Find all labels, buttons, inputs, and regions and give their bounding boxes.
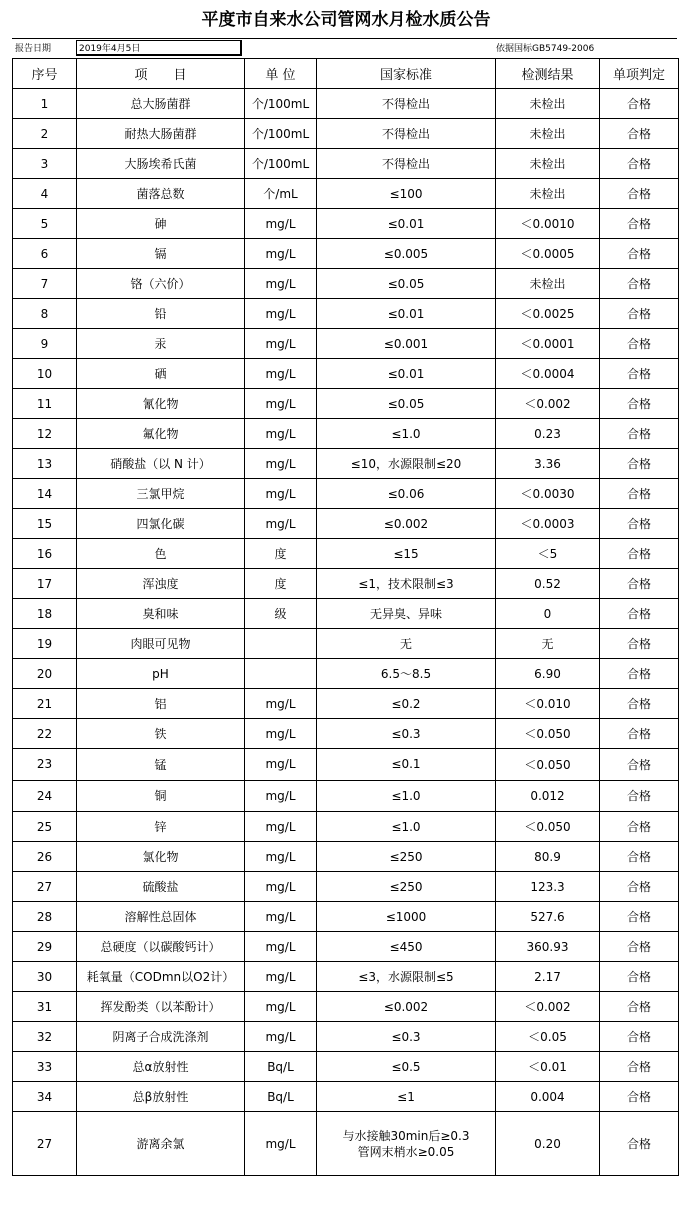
standard-line-1: 与水接触30min后≥0.3	[342, 1128, 470, 1143]
cell-item[interactable]: 锰	[77, 749, 245, 781]
table-row	[13, 780, 679, 812]
cell-result[interactable]: ＜0.010	[496, 689, 600, 719]
cell-item[interactable]: 氯化物	[77, 842, 245, 872]
cell-no[interactable]: 18	[13, 599, 77, 629]
cell-no[interactable]: 27	[13, 1112, 77, 1176]
cell-verdict[interactable]: 合格	[600, 992, 679, 1022]
cell-item[interactable]: 汞	[77, 329, 245, 359]
cell-unit[interactable]: mg/L	[245, 389, 317, 419]
cell-standard[interactable]	[317, 1112, 496, 1176]
cell-no[interactable]: 6	[13, 239, 77, 269]
table-row	[13, 749, 679, 781]
page-title: 平度市自来水公司管网水月检水质公告	[201, 10, 491, 30]
cell-standard[interactable]: ≤0.1	[317, 749, 496, 781]
cell-no[interactable]: 27	[13, 872, 77, 902]
table-row	[13, 449, 679, 479]
table-row	[13, 719, 679, 749]
cell-standard[interactable]: ≤1.0	[317, 419, 496, 449]
cell-unit[interactable]: Bq/L	[245, 1052, 317, 1082]
cell-no[interactable]: 2	[13, 119, 77, 149]
cell-verdict[interactable]: 合格	[600, 872, 679, 902]
cell-unit[interactable]: mg/L	[245, 209, 317, 239]
cell-item[interactable]: 总β放射性	[77, 1082, 245, 1112]
cell-result[interactable]: ＜0.0004	[496, 359, 600, 389]
table-row	[13, 89, 679, 119]
cell-unit[interactable]: 个/100mL	[245, 119, 317, 149]
cell-standard[interactable]: ≤0.5	[317, 1052, 496, 1082]
table-row	[13, 209, 679, 239]
cell-item[interactable]: 氰化物	[77, 389, 245, 419]
cell-result[interactable]: 未检出	[496, 269, 600, 299]
cell-result[interactable]: 0.52	[496, 569, 600, 599]
cell-result[interactable]: ＜0.002	[496, 992, 600, 1022]
cell-standard[interactable]: ≤3，水源限制≤5	[317, 962, 496, 992]
cell-result[interactable]: 未检出	[496, 149, 600, 179]
cell-verdict[interactable]: 合格	[600, 89, 679, 119]
table-row	[13, 419, 679, 449]
cell-no[interactable]: 10	[13, 359, 77, 389]
table-row	[13, 569, 679, 599]
cell-standard[interactable]: ≤0.05	[317, 389, 496, 419]
table-row	[13, 329, 679, 359]
table-row	[13, 1082, 679, 1112]
cell-result[interactable]: ＜0.0010	[496, 209, 600, 239]
cell-unit[interactable]: mg/L	[245, 449, 317, 479]
cell-no[interactable]: 26	[13, 842, 77, 872]
cell-unit[interactable]: mg/L	[245, 780, 317, 812]
cell-result[interactable]: 2.17	[496, 962, 600, 992]
cell-item[interactable]: 肉眼可见物	[77, 629, 245, 659]
cell-item[interactable]: 浑浊度	[77, 569, 245, 599]
cell-verdict[interactable]: 合格	[600, 689, 679, 719]
cell-standard[interactable]: ≤0.001	[317, 329, 496, 359]
table-row	[13, 179, 679, 209]
cell-unit[interactable]: mg/L	[245, 962, 317, 992]
cell-standard[interactable]: 不得检出	[317, 89, 496, 119]
cell-standard[interactable]: ≤0.2	[317, 689, 496, 719]
cell-unit[interactable]: mg/L	[245, 749, 317, 781]
cell-verdict[interactable]: 合格	[600, 659, 679, 689]
cell-no[interactable]: 12	[13, 419, 77, 449]
header-no: 序号	[13, 59, 77, 89]
cell-item[interactable]: 硝酸盐（以 N 计）	[77, 449, 245, 479]
cell-verdict[interactable]: 合格	[600, 1082, 679, 1112]
cell-standard[interactable]: ≤1.0	[317, 780, 496, 812]
cell-standard[interactable]: ≤1	[317, 1082, 496, 1112]
cell-verdict[interactable]: 合格	[600, 1112, 679, 1176]
water-quality-table	[12, 58, 679, 1176]
cell-item[interactable]: 硒	[77, 359, 245, 389]
cell-standard[interactable]: ≤1.0	[317, 812, 496, 842]
cell-unit[interactable]: mg/L	[245, 872, 317, 902]
cell-item[interactable]: 挥发酚类（以苯酚计）	[77, 992, 245, 1022]
cell-no[interactable]: 23	[13, 749, 77, 781]
cell-unit[interactable]: 个/100mL	[245, 89, 317, 119]
table-row	[13, 1052, 679, 1082]
table-row	[13, 689, 679, 719]
cell-no[interactable]: 31	[13, 992, 77, 1022]
cell-result[interactable]: 0.20	[496, 1112, 600, 1176]
cell-item[interactable]: 耐热大肠菌群	[77, 119, 245, 149]
cell-standard[interactable]: ≤100	[317, 179, 496, 209]
cell-verdict[interactable]: 合格	[600, 1052, 679, 1082]
cell-unit[interactable]: mg/L	[245, 269, 317, 299]
cell-result[interactable]: 未检出	[496, 89, 600, 119]
header-verdict: 单项判定	[600, 59, 679, 89]
cell-result[interactable]: 0.23	[496, 419, 600, 449]
table-row	[13, 812, 679, 842]
cell-item[interactable]: 锌	[77, 812, 245, 842]
cell-result[interactable]: 无	[496, 629, 600, 659]
cell-no[interactable]: 15	[13, 509, 77, 539]
cell-result[interactable]: 527.6	[496, 902, 600, 932]
cell-result[interactable]: ＜0.0003	[496, 509, 600, 539]
cell-unit[interactable]: 级	[245, 599, 317, 629]
table-row	[13, 902, 679, 932]
cell-verdict[interactable]: 合格	[600, 1022, 679, 1052]
cell-item[interactable]: 菌落总数	[77, 179, 245, 209]
cell-standard[interactable]: ≤0.3	[317, 719, 496, 749]
cell-no[interactable]: 8	[13, 299, 77, 329]
report-date-cell[interactable]: 2019年4月5日	[76, 40, 242, 56]
table-row	[13, 932, 679, 962]
cell-result[interactable]: 0	[496, 599, 600, 629]
table-row	[13, 992, 679, 1022]
header-standard: 国家标准	[317, 59, 496, 89]
cell-no[interactable]: 11	[13, 389, 77, 419]
cell-no[interactable]: 13	[13, 449, 77, 479]
header-item: 项 目	[77, 59, 245, 89]
cell-item[interactable]: 三氯甲烷	[77, 479, 245, 509]
header-unit: 单 位	[245, 59, 317, 89]
cell-unit[interactable]: mg/L	[245, 1112, 317, 1176]
cell-no[interactable]: 4	[13, 179, 77, 209]
cell-verdict[interactable]: 合格	[600, 419, 679, 449]
cell-item[interactable]: 砷	[77, 209, 245, 239]
cell-unit[interactable]: mg/L	[245, 719, 317, 749]
cell-item[interactable]: 大肠埃希氏菌	[77, 149, 245, 179]
cell-verdict[interactable]: 合格	[600, 389, 679, 419]
cell-verdict[interactable]: 合格	[600, 932, 679, 962]
cell-standard[interactable]: ≤0.05	[317, 269, 496, 299]
standard-basis-text: 依据国标GB5749-2006	[496, 44, 595, 54]
cell-no[interactable]: 22	[13, 719, 77, 749]
cell-item[interactable]: 耗氧量（CODmn以O2计）	[77, 962, 245, 992]
cell-standard[interactable]: ≤0.005	[317, 239, 496, 269]
cell-standard[interactable]: 不得检出	[317, 149, 496, 179]
cell-no[interactable]: 21	[13, 689, 77, 719]
cell-verdict[interactable]: 合格	[600, 749, 679, 781]
cell-standard[interactable]: ≤0.01	[317, 299, 496, 329]
cell-standard[interactable]: ≤0.01	[317, 359, 496, 389]
standard-line-2: 管网末梢水≥0.05	[357, 1144, 455, 1159]
cell-standard[interactable]: 6.5～8.5	[317, 659, 496, 689]
cell-unit[interactable]: mg/L	[245, 932, 317, 962]
cell-no[interactable]: 7	[13, 269, 77, 299]
cell-verdict[interactable]: 合格	[600, 719, 679, 749]
cell-no[interactable]: 1	[13, 89, 77, 119]
cell-unit[interactable]: mg/L	[245, 1022, 317, 1052]
table-row	[13, 149, 679, 179]
cell-standard[interactable]: 不得检出	[317, 119, 496, 149]
cell-verdict[interactable]: 合格	[600, 842, 679, 872]
cell-standard[interactable]: ≤10，水源限制≤20	[317, 449, 496, 479]
cell-no[interactable]: 28	[13, 902, 77, 932]
cell-standard[interactable]: ≤250	[317, 842, 496, 872]
cell-result[interactable]: ＜0.050	[496, 749, 600, 781]
cell-no[interactable]: 32	[13, 1022, 77, 1052]
table-row	[13, 872, 679, 902]
table-row-free-chlorine	[13, 1112, 679, 1176]
cell-no[interactable]: 17	[13, 569, 77, 599]
cell-unit[interactable]: mg/L	[245, 239, 317, 269]
cell-verdict[interactable]: 合格	[600, 239, 679, 269]
cell-result[interactable]: ＜0.002	[496, 389, 600, 419]
cell-result[interactable]: ＜5	[496, 539, 600, 569]
cell-unit[interactable]: mg/L	[245, 419, 317, 449]
cell-standard[interactable]: ≤250	[317, 872, 496, 902]
table-row	[13, 599, 679, 629]
cell-item[interactable]: 溶解性总固体	[77, 902, 245, 932]
table-row	[13, 239, 679, 269]
cell-no[interactable]: 24	[13, 780, 77, 812]
cell-no[interactable]: 34	[13, 1082, 77, 1112]
cell-item[interactable]: 氟化物	[77, 419, 245, 449]
table-header-row	[13, 59, 679, 89]
cell-item[interactable]: 镉	[77, 239, 245, 269]
cell-standard[interactable]: ≤0.01	[317, 209, 496, 239]
cell-unit[interactable]: mg/L	[245, 842, 317, 872]
cell-verdict[interactable]: 合格	[600, 119, 679, 149]
cell-standard[interactable]: 无异臭、异味	[317, 599, 496, 629]
cell-item[interactable]: 阴离子合成洗涤剂	[77, 1022, 245, 1052]
cell-unit[interactable]: mg/L	[245, 812, 317, 842]
cell-unit[interactable]: 度	[245, 539, 317, 569]
cell-item[interactable]: 色	[77, 539, 245, 569]
cell-item[interactable]: 臭和味	[77, 599, 245, 629]
cell-verdict[interactable]: 合格	[600, 329, 679, 359]
cell-item[interactable]: 铝	[77, 689, 245, 719]
table-row	[13, 629, 679, 659]
cell-verdict[interactable]: 合格	[600, 539, 679, 569]
table-row	[13, 269, 679, 299]
cell-item[interactable]: 铬（六价）	[77, 269, 245, 299]
header-result: 检测结果	[496, 59, 600, 89]
cell-unit[interactable]: mg/L	[245, 689, 317, 719]
cell-item[interactable]: 硫酸盐	[77, 872, 245, 902]
cell-result[interactable]: ＜0.01	[496, 1052, 600, 1082]
cell-result[interactable]: 3.36	[496, 449, 600, 479]
cell-unit[interactable]: mg/L	[245, 479, 317, 509]
cell-unit[interactable]: mg/L	[245, 992, 317, 1022]
cell-result[interactable]: 0.012	[496, 780, 600, 812]
cell-verdict[interactable]: 合格	[600, 269, 679, 299]
cell-verdict[interactable]: 合格	[600, 599, 679, 629]
cell-result[interactable]: ＜0.0030	[496, 479, 600, 509]
report-date-label: 报告日期	[15, 44, 52, 54]
cell-standard[interactable]: ≤0.002	[317, 992, 496, 1022]
cell-result[interactable]: 80.9	[496, 842, 600, 872]
cell-no[interactable]: 29	[13, 932, 77, 962]
cell-result[interactable]: ＜0.050	[496, 812, 600, 842]
cell-verdict[interactable]: 合格	[600, 569, 679, 599]
cell-result[interactable]: ＜0.05	[496, 1022, 600, 1052]
cell-item[interactable]: 总α放射性	[77, 1052, 245, 1082]
cell-no[interactable]: 5	[13, 209, 77, 239]
cell-unit[interactable]: mg/L	[245, 299, 317, 329]
table-row	[13, 509, 679, 539]
cell-no[interactable]: 16	[13, 539, 77, 569]
cell-no[interactable]: 30	[13, 962, 77, 992]
cell-result[interactable]: ＜0.0005	[496, 239, 600, 269]
table-row	[13, 359, 679, 389]
table-row	[13, 299, 679, 329]
cell-result[interactable]: 123.3	[496, 872, 600, 902]
cell-result[interactable]: 未检出	[496, 179, 600, 209]
cell-item[interactable]: 铁	[77, 719, 245, 749]
cell-verdict[interactable]: 合格	[600, 812, 679, 842]
cell-result[interactable]: 0.004	[496, 1082, 600, 1112]
cell-verdict[interactable]: 合格	[600, 449, 679, 479]
cell-standard[interactable]: ≤450	[317, 932, 496, 962]
cell-standard[interactable]: ≤0.3	[317, 1022, 496, 1052]
cell-item[interactable]: 铅	[77, 299, 245, 329]
cell-verdict[interactable]: 合格	[600, 359, 679, 389]
table-row	[13, 1022, 679, 1052]
cell-no[interactable]: 25	[13, 812, 77, 842]
cell-result[interactable]: ＜0.0025	[496, 299, 600, 329]
cell-verdict[interactable]: 合格	[600, 479, 679, 509]
cell-unit[interactable]: mg/L	[245, 359, 317, 389]
cell-result[interactable]: 6.90	[496, 659, 600, 689]
table-row	[13, 389, 679, 419]
cell-verdict[interactable]: 合格	[600, 149, 679, 179]
cell-result[interactable]: ＜0.0001	[496, 329, 600, 359]
cell-item[interactable]: pH	[77, 659, 245, 689]
cell-standard[interactable]: ≤15	[317, 539, 496, 569]
cell-result[interactable]: 360.93	[496, 932, 600, 962]
table-row	[13, 539, 679, 569]
cell-result[interactable]: 未检出	[496, 119, 600, 149]
table-row	[13, 119, 679, 149]
cell-standard[interactable]: ≤0.06	[317, 479, 496, 509]
cell-no[interactable]: 9	[13, 329, 77, 359]
cell-verdict[interactable]: 合格	[600, 509, 679, 539]
cell-verdict[interactable]: 合格	[600, 299, 679, 329]
cell-unit[interactable]: Bq/L	[245, 1082, 317, 1112]
cell-unit[interactable]	[245, 629, 317, 659]
cell-standard[interactable]: ≤0.002	[317, 509, 496, 539]
cell-verdict[interactable]: 合格	[600, 209, 679, 239]
cell-item[interactable]: 总硬度（以碳酸钙计）	[77, 932, 245, 962]
cell-unit[interactable]: mg/L	[245, 329, 317, 359]
table-row	[13, 479, 679, 509]
table-row	[13, 842, 679, 872]
cell-item[interactable]: 游离余氯	[77, 1112, 245, 1176]
cell-item[interactable]: 四氯化碳	[77, 509, 245, 539]
cell-result[interactable]: ＜0.050	[496, 719, 600, 749]
cell-unit[interactable]	[245, 659, 317, 689]
table-row	[13, 962, 679, 992]
cell-no[interactable]: 20	[13, 659, 77, 689]
cell-standard[interactable]: 无	[317, 629, 496, 659]
cell-verdict[interactable]: 合格	[600, 629, 679, 659]
table-row	[13, 659, 679, 689]
cell-no[interactable]: 33	[13, 1052, 77, 1082]
cell-no[interactable]: 3	[13, 149, 77, 179]
cell-verdict[interactable]: 合格	[600, 179, 679, 209]
cell-no[interactable]: 19	[13, 629, 77, 659]
cell-standard[interactable]: ≤1000	[317, 902, 496, 932]
cell-unit[interactable]: mg/L	[245, 902, 317, 932]
cell-standard[interactable]: ≤1，技术限制≤3	[317, 569, 496, 599]
cell-verdict[interactable]: 合格	[600, 962, 679, 992]
report-info-bar	[12, 38, 677, 59]
cell-item[interactable]: 总大肠菌群	[77, 89, 245, 119]
cell-unit[interactable]: 个/100mL	[245, 149, 317, 179]
cell-verdict[interactable]: 合格	[600, 902, 679, 932]
cell-verdict[interactable]: 合格	[600, 780, 679, 812]
cell-unit[interactable]: 个/mL	[245, 179, 317, 209]
cell-item[interactable]: 铜	[77, 780, 245, 812]
cell-no[interactable]: 14	[13, 479, 77, 509]
cell-unit[interactable]: mg/L	[245, 509, 317, 539]
cell-unit[interactable]: 度	[245, 569, 317, 599]
